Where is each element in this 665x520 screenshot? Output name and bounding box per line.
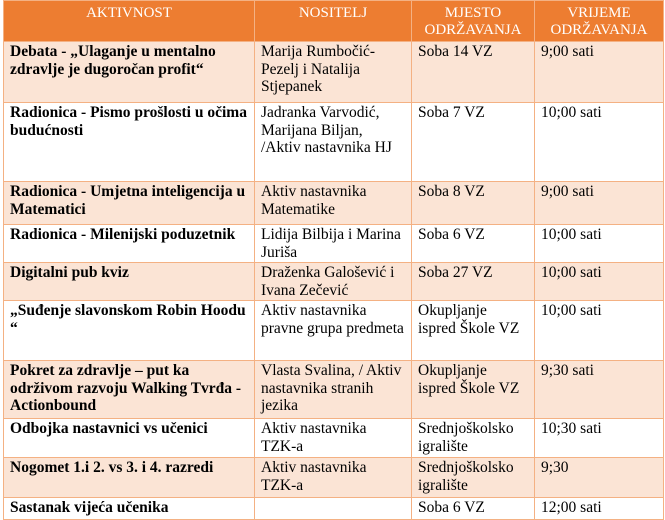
- cell-place: Soba 6 VZ: [412, 498, 535, 520]
- schedule-table: [3, 0, 664, 520]
- cell-activity: Debata - „Ulaganje u mentalno zdravlje je dugoročan profit“: [4, 42, 255, 103]
- table-row: [4, 498, 664, 520]
- table-row: [4, 301, 664, 361]
- cell-activity: Radionica - Pismo prošlosti u očima budućnosti: [4, 103, 255, 182]
- cell-host: Lidija Bilbija i Marina Juriša: [255, 225, 412, 263]
- cell-activity: Radionica - Umjetna inteligencija u Matematici: [4, 182, 255, 225]
- cell-time: 10;00 sati: [535, 263, 664, 301]
- cell-host: [255, 498, 412, 520]
- cell-place: Srednjoškolsko igralište: [412, 458, 535, 498]
- header-host: NOSITELJ: [255, 1, 412, 42]
- table-row: [4, 225, 664, 263]
- cell-host: Marija Rumbočić-Pezelj i Natalija Stjepanek: [255, 42, 412, 103]
- cell-place: Soba 8 VZ: [412, 182, 535, 225]
- cell-place: Soba 14 VZ: [412, 42, 535, 103]
- table-row: [4, 361, 664, 419]
- cell-activity: Radionica - Milenijski poduzetnik: [4, 225, 255, 263]
- cell-host: Aktiv nastavnika TZK-a: [255, 458, 412, 498]
- cell-host: Aktiv nastavnika Matematike: [255, 182, 412, 225]
- cell-host: Vlasta Svalina, / Aktiv nastavnika stranih jezika: [255, 361, 412, 419]
- table-row: [4, 419, 664, 458]
- cell-activity: Digitalni pub kviz: [4, 263, 255, 301]
- cell-host: Aktiv nastavnika pravne grupa predmeta: [255, 301, 412, 361]
- table-row: [4, 458, 664, 498]
- cell-time: 10;00 sati: [535, 103, 664, 182]
- cell-activity: Odbojka nastavnici vs učenici: [4, 419, 255, 458]
- table-row: [4, 103, 664, 182]
- cell-place: Soba 27 VZ: [412, 263, 535, 301]
- header-time: VRIJEME ODRŽAVANJA: [535, 1, 664, 42]
- table-row: [4, 42, 664, 103]
- cell-activity: „Suđenje slavonskom Robin Hoodu “: [4, 301, 255, 361]
- table-header-row: [4, 1, 664, 42]
- header-activity: AKTIVNOST: [4, 1, 255, 42]
- cell-place: Soba 7 VZ: [412, 103, 535, 182]
- schedule-table-wrapper: [3, 0, 663, 520]
- cell-time: 10;00 sati: [535, 301, 664, 361]
- cell-time: 10;00 sati: [535, 225, 664, 263]
- cell-time: 9;00 sati: [535, 42, 664, 103]
- cell-place: Srednjoškolsko igralište: [412, 419, 535, 458]
- cell-place: Soba 6 VZ: [412, 225, 535, 263]
- cell-activity: Nogomet 1.i 2. vs 3. i 4. razredi: [4, 458, 255, 498]
- cell-time: 9;00 sati: [535, 182, 664, 225]
- cell-host: Aktiv nastavnika TZK-a: [255, 419, 412, 458]
- cell-place: Okupljanje ispred Škole VZ: [412, 301, 535, 361]
- cell-time: 9;30 sati: [535, 361, 664, 419]
- cell-time: 12;00 sati: [535, 498, 664, 520]
- cell-time: 9;30: [535, 458, 664, 498]
- cell-time: 10;30 sati: [535, 419, 664, 458]
- table-row: [4, 182, 664, 225]
- cell-activity: Pokret za zdravlje – put ka održivom razvoju Walking Tvrđa - Actionbound: [4, 361, 255, 419]
- header-place: MJESTO ODRŽAVANJA: [412, 1, 535, 42]
- cell-place: Okupljanje ispred Škole VZ: [412, 361, 535, 419]
- cell-host: Draženka Galošević i Ivana Zečević: [255, 263, 412, 301]
- table-row: [4, 263, 664, 301]
- cell-host: Jadranka Varvodić, Marijana Biljan, /Aktiv nastavnika HJ: [255, 103, 412, 182]
- cell-activity: Sastanak vijeća učenika: [4, 498, 255, 520]
